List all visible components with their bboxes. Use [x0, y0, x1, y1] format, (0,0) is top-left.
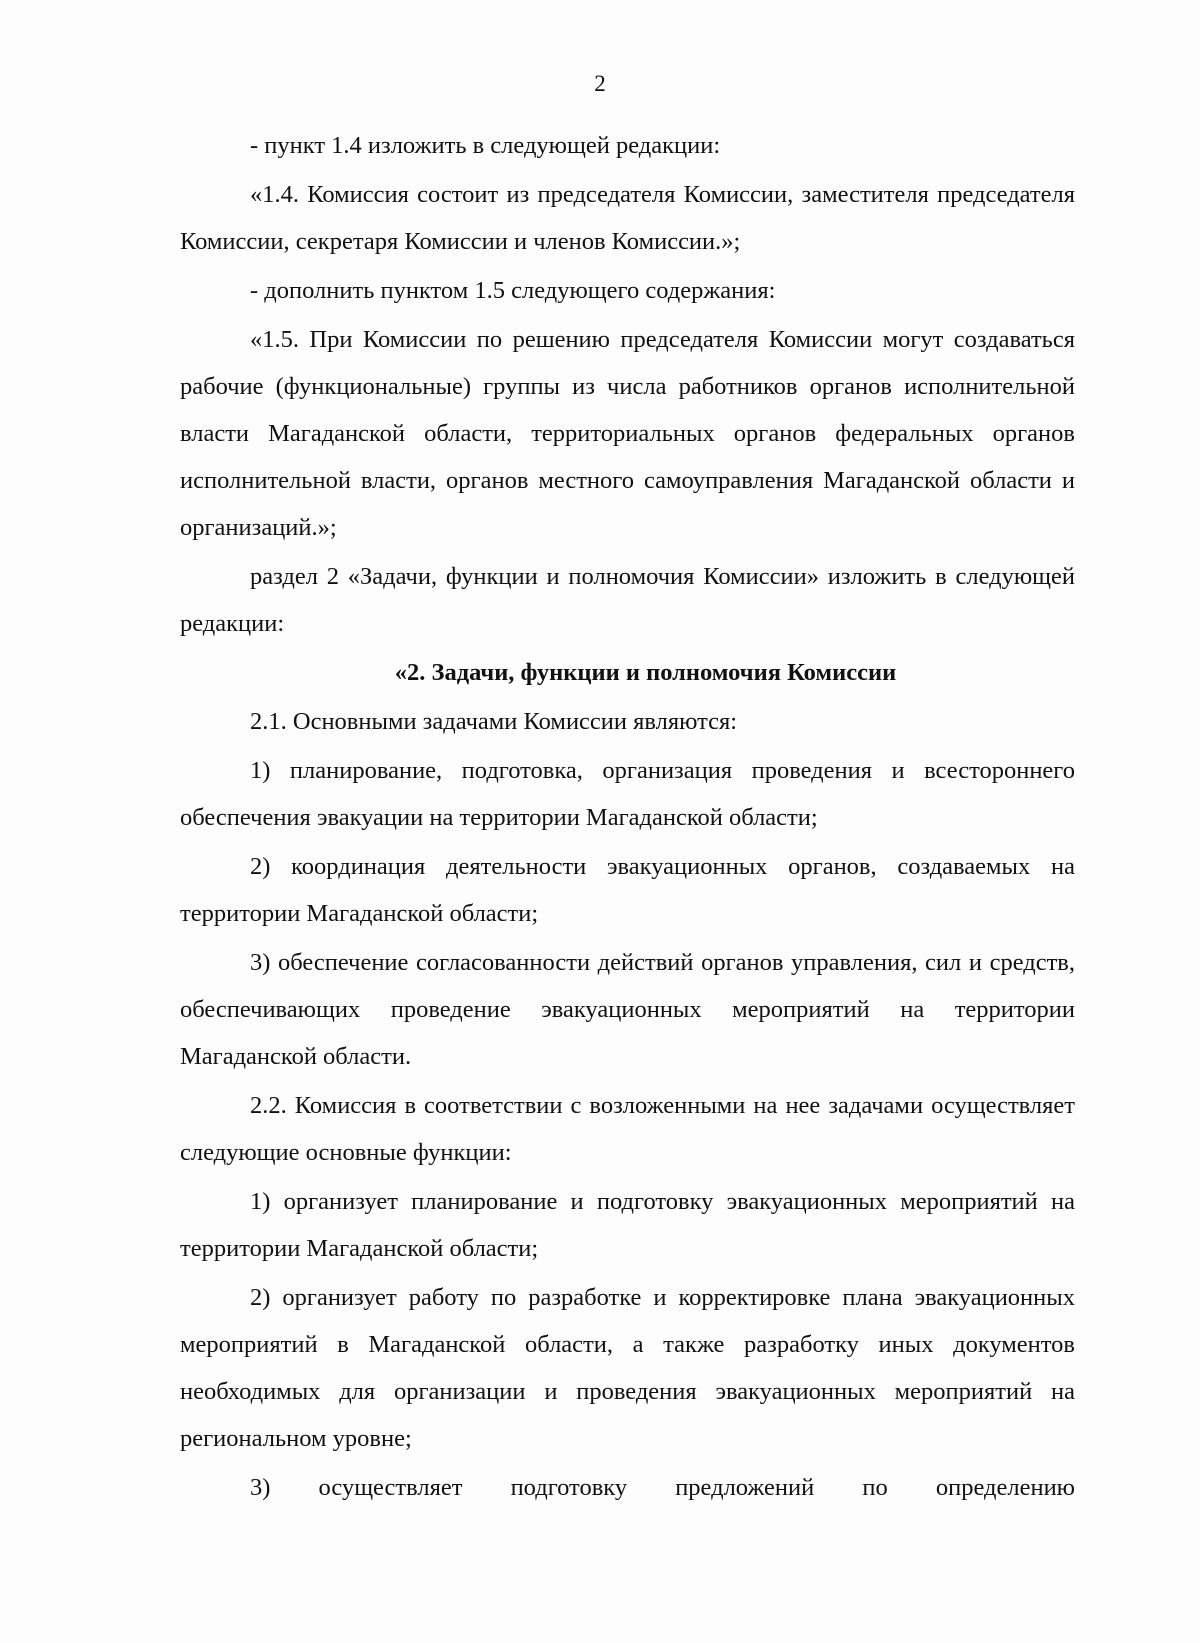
- paragraph-2-1-item-1: 1) планирование, подготовка, организация проведения и всестороннего обеспечения эвакуации на территории Магаданской области;: [180, 757, 1075, 831]
- page-number: 2: [594, 71, 606, 96]
- paragraph-2-1-item-2: 2) координация деятельности эвакуационных органов, создаваемых на территории Магаданской области;: [180, 853, 1075, 927]
- paragraph-section-2-amend: раздел 2 «Задачи, функции и полномочия Комиссии» изложить в следующей редакции:: [180, 563, 1075, 637]
- paragraph-1-5-text: «1.5. При Комиссии по решению председателя Комиссии могут создаваться рабочие (функциональные) группы из числа работников органов исполнительной власти Магаданской области, территориальных органов федеральных органов исполнительной власти, органов местного самоуправления Магаданской области и организаций.»;: [180, 326, 1075, 541]
- paragraph-1-4-text: «1.4. Комиссия состоит из председателя Комиссии, заместителя председателя Комиссии, секретаря Комиссии и членов Комиссии.»;: [180, 181, 1075, 255]
- paragraph-2-2-item-3: 3) осуществляет подготовку предложений по определению: [250, 1474, 1075, 1501]
- section-2-heading: «2. Задачи, функции и полномочия Комиссии: [394, 659, 897, 686]
- paragraph-2-1-item-3: 3) обеспечение согласованности действий органов управления, сил и средств, обеспечивающих проведение эвакуационных мероприятий на территории Магаданской области.: [180, 949, 1075, 1070]
- paragraph-2-2: 2.2. Комиссия в соответствии с возложенными на нее задачами осуществляет следующие основные функции:: [180, 1092, 1075, 1166]
- paragraph-2-1: 2.1. Основными задачами Комиссии являются:: [250, 708, 738, 735]
- paragraph-amend-1-4: - пункт 1.4 изложить в следующей редакции:: [250, 132, 721, 159]
- paragraph-add-1-5: - дополнить пунктом 1.5 следующего содержания:: [250, 277, 776, 304]
- paragraph-2-2-item-1: 1) организует планирование и подготовку эвакуационных мероприятий на территории Магаданской области;: [180, 1188, 1075, 1262]
- document-body: [180, 122, 1075, 1511]
- paragraph-2-2-item-2: 2) организует работу по разработке и корректировке плана эвакуационных мероприятий в Магаданской области, а также разработку иных документов необходимых для организации и проведения эвакуационных мероприятий на региональном уровне;: [180, 1284, 1075, 1452]
